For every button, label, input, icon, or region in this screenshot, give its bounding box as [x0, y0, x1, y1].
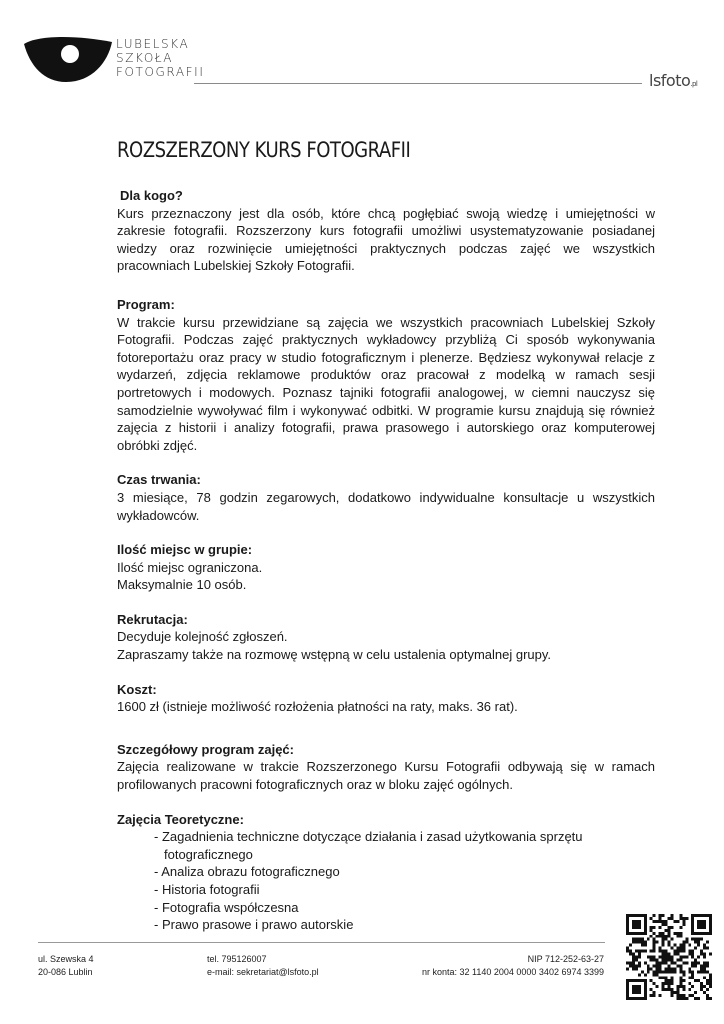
list-item: - Fotografia współczesna: [154, 899, 299, 915]
section-cost: [117, 681, 655, 716]
section-heading: Zajęcia Teoretyczne:: [117, 811, 244, 827]
brand-mark: [649, 71, 697, 90]
section-line: Maksymalnie 10 osób.: [117, 577, 247, 593]
section-text: Zajęcia realizowane w trakcie Rozszerzonego Kursu Fotografii odbywają się w ramach profilowanych pracowni fotograficznych oraz w bloku zajęć ogólnych.: [117, 759, 655, 793]
page-title: ROZSZERZONY KURS FOTOGRAFII: [117, 138, 411, 162]
section-text: 1600 zł (istnieje możliwość rozłożenia płatności na raty, maks. 36 rat).: [117, 699, 518, 715]
section-places: [117, 541, 655, 594]
section-recruitment: [117, 611, 655, 664]
footer-contact: [207, 953, 319, 979]
section-heading: Ilość miejsc w grupie:: [117, 542, 253, 558]
section-text: W trakcie kursu przewidziane są zajęcia we wszystkich pracowniach Lubelskiej Szkoły Fotografii. Podczas zajęć praktycznych wykładowcy przybliżą Ci sposób wykonywania fotoreportażu oraz pracy w studio fotograficznym i plenerze. Będziesz wykonywał relacje z wydarzeń, zdjęcia reklamowe produktów oraz pracował z modelką w ramach sesji portretowych i modowych. Poznasz tajniki fotografii analogowej, w ciemni nauczysz się samodzielnie wywoływać film i wykonywać odbitki. W programie kursu znajdują się również zajęcia z historii i analizy fotografii, prawa prasowego i autorskiego oraz komputerowej obróbki zdjęć.: [117, 314, 655, 453]
section-line: Zapraszamy także na rozmowę wstępną w celu ustalenia optymalnej grupy.: [117, 647, 552, 663]
logo-line-1: LUBELSKA: [116, 37, 190, 51]
school-logo-icon: [22, 32, 114, 84]
theory-list: [117, 828, 655, 934]
footer-address: [38, 953, 94, 979]
list-item: - Prawo prasowe i prawo autorskie: [154, 917, 354, 933]
section-heading: Dla kogo?: [120, 188, 183, 203]
logo-line-3: FOTOGRAFII: [116, 65, 205, 79]
brand-mark-suffix: .pl: [690, 80, 698, 88]
footer-street: ul. Szewska 4: [38, 954, 94, 964]
section-heading: Rekrutacja:: [117, 611, 188, 627]
section-line: Ilość miejsc ograniczona.: [117, 559, 263, 575]
list-item: - Zagadnienia techniczne dotyczące działania i zasad użytkowania sprzętu: [154, 829, 583, 845]
list-item: - Analiza obrazu fotograficznego: [154, 864, 340, 880]
qr-code-icon: [626, 914, 712, 1000]
section-heading: Koszt:: [117, 681, 157, 697]
section-detailed-program: [117, 741, 655, 794]
header-divider: [194, 83, 642, 84]
section-theory: [117, 811, 655, 934]
list-item-continuation: fotograficznego: [164, 846, 253, 862]
footer-company: [422, 953, 604, 979]
section-heading: Program:: [117, 296, 175, 312]
footer-city: 20-086 Lublin: [38, 967, 93, 977]
logo-line-2: SZKOŁA: [116, 51, 174, 65]
section-text: Kurs przeznaczony jest dla osób, które chcą pogłębiać swoją wiedzę i umiejętności w zakresie fotografii. Rozszerzony kurs fotografii umożliwi usystematyzowanie posiadanej wiedzy oraz rozwinięcie umiejętności praktycznych podczas zajęć we wszystkich pracowniach Lubelskiej Szkoły Fotografii.: [117, 205, 655, 274]
section-heading: Szczegółowy program zajęć:: [117, 741, 294, 757]
footer-phone: tel. 795126007: [207, 954, 267, 964]
brand-mark-text: lsfoto: [649, 71, 691, 90]
section-heading: Czas trwania:: [117, 472, 201, 488]
list-item: - Historia fotografii: [154, 882, 260, 897]
document-body: [117, 187, 655, 951]
school-logo-text: [116, 37, 204, 79]
footer-email: e-mail: sekretariat@lsfoto.pl: [207, 967, 319, 977]
footer-nip: NIP 712-252-63-27: [527, 954, 604, 964]
footer-account: nr konta: 32 1140 2004 0000 3402 6974 3399: [422, 967, 604, 977]
section-for-whom: [117, 187, 655, 275]
section-line: Decyduje kolejność zgłoszeń.: [117, 629, 288, 645]
section-program: [117, 296, 655, 454]
footer-divider: [38, 942, 605, 943]
section-duration: [117, 471, 655, 524]
section-text: 3 miesiące, 78 godzin zegarowych, dodatkowo indywidualne konsultacje u wszystkich wykładowców.: [117, 489, 655, 523]
